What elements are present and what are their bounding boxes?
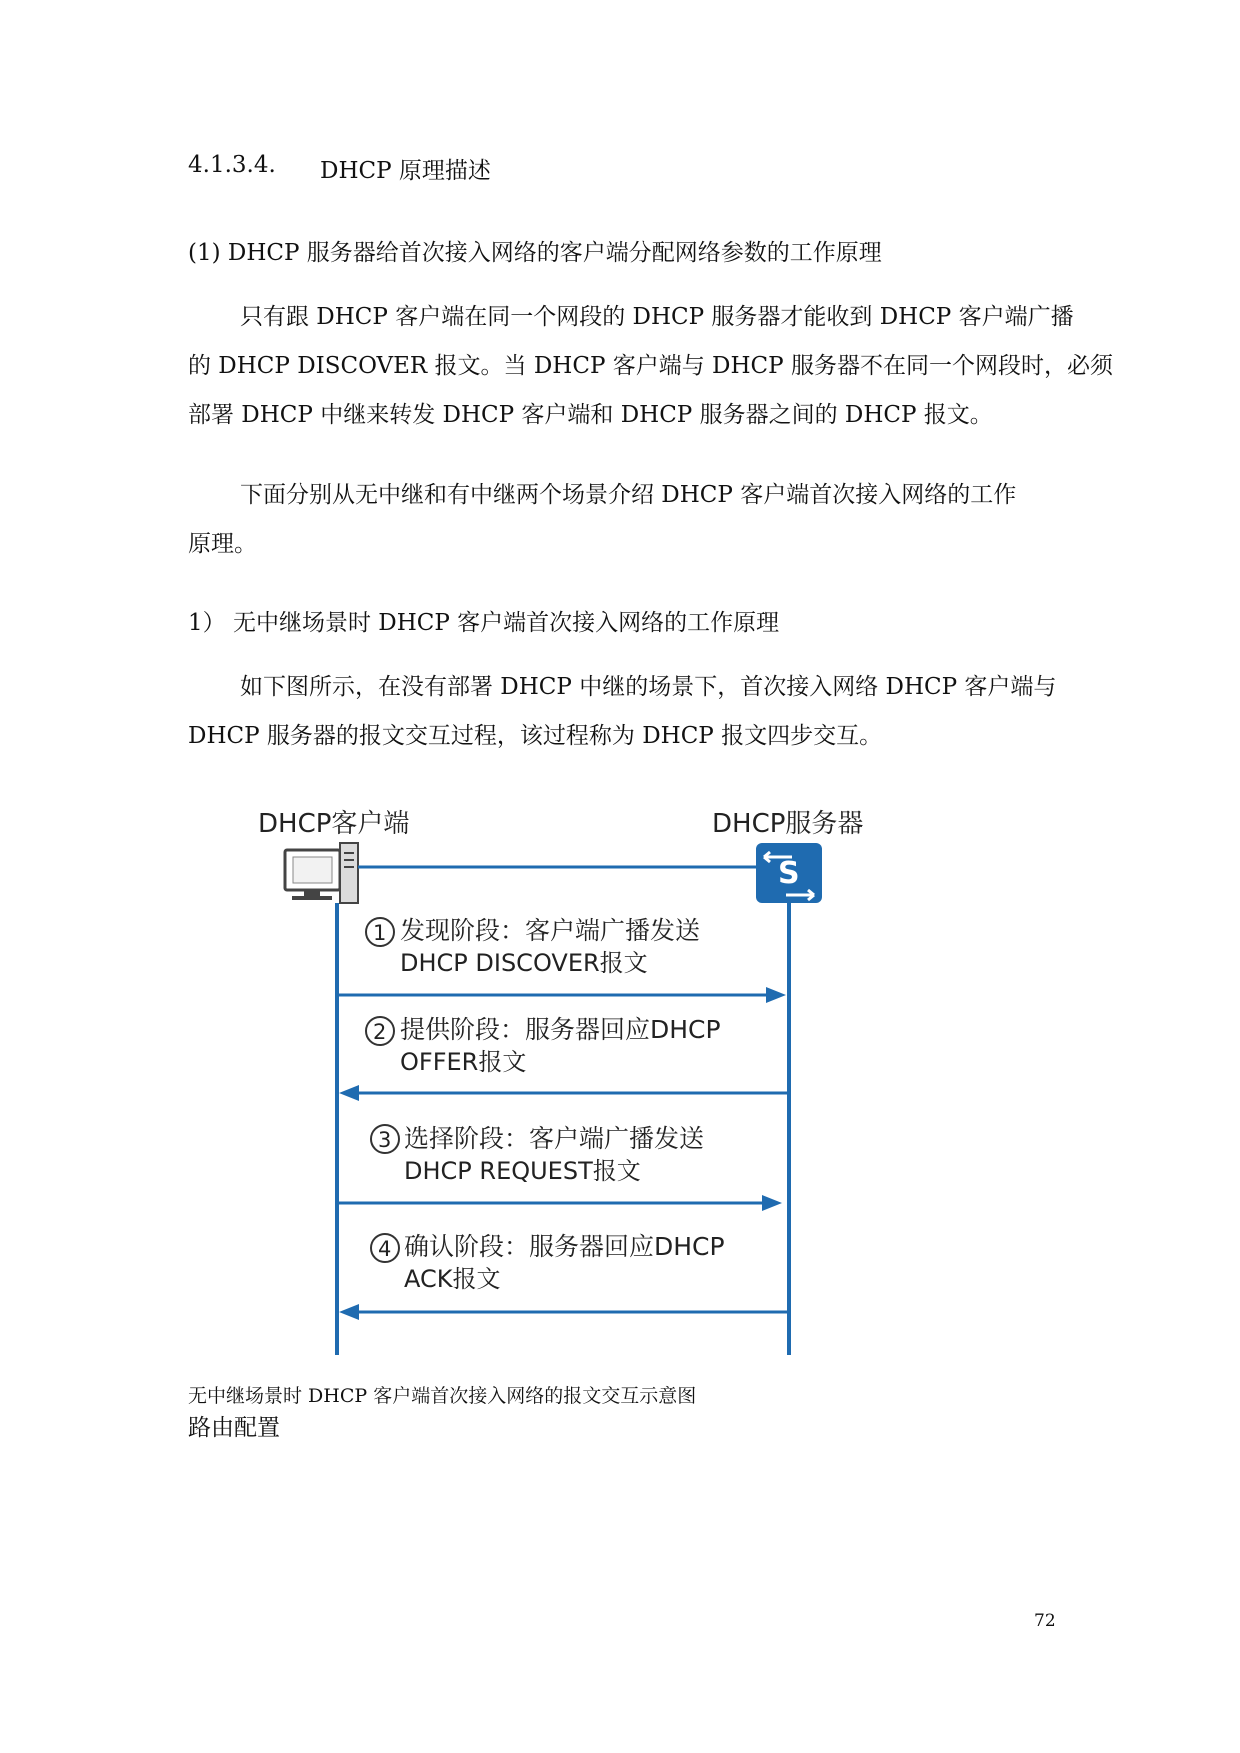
step-3-line-1: 选择阶段：客户端广播发送 — [404, 1124, 705, 1153]
section-number: 4.1.3.4. — [188, 152, 276, 178]
step-1 — [337, 916, 786, 1003]
paragraph-1-line-1: 只有跟 DHCP 客户端在同一个网段的 DHCP 服务器才能收到 DHCP 客户端广播 — [240, 304, 1074, 330]
server-label: DHCP服务器 — [712, 809, 864, 839]
paragraph-1-line-2: 的 DHCP DISCOVER 报文。当 DHCP 客户端与 DHCP 服务器不在同一个网段时，必须 — [188, 353, 1113, 379]
arrow-head-right — [762, 1195, 782, 1211]
paragraph-2-line-2: 原理。 — [188, 531, 257, 557]
arrow-head-left — [339, 1085, 359, 1101]
subheading-no-relay: 1） 无中继场景时 DHCP 客户端首次接入网络的工作原理 — [188, 610, 780, 636]
step-number: 4 — [378, 1237, 392, 1261]
paragraph-2-line-1: 下面分别从无中继和有中继两个场景介绍 DHCP 客户端首次接入网络的工作 — [240, 482, 1017, 508]
paragraph-3-line-2: DHCP 服务器的报文交互过程，该过程称为 DHCP 报文四步交互。 — [188, 723, 883, 749]
computer-icon — [285, 843, 358, 903]
step-2-line-1: 提供阶段：服务器回应DHCP — [400, 1015, 721, 1044]
step-2 — [339, 1015, 789, 1101]
step-4-line-1: 确认阶段：服务器回应DHCP — [404, 1232, 725, 1261]
paragraph-1-line-3: 部署 DHCP 中继来转发 DHCP 客户端和 DHCP 服务器之间的 DHCP 报文。 — [188, 402, 993, 428]
step-3-line-2: DHCP REQUEST报文 — [404, 1157, 641, 1185]
arrow-head-right — [766, 987, 786, 1003]
subheading-principle: (1) DHCP 服务器给首次接入网络的客户端分配网络参数的工作原理 — [188, 240, 882, 266]
step-3 — [337, 1124, 782, 1211]
arrow-head-left — [339, 1304, 359, 1320]
after-caption-text: 路由配置 — [188, 1415, 280, 1441]
server-switch-icon — [756, 843, 822, 903]
figure-caption: 无中继场景时 DHCP 客户端首次接入网络的报文交互示意图 — [188, 1385, 697, 1407]
step-number: 2 — [373, 1020, 387, 1044]
section-title: DHCP 原理描述 — [320, 158, 491, 184]
step-number: 3 — [378, 1128, 392, 1152]
step-1-line-1: 发现阶段：客户端广播发送 — [400, 916, 701, 945]
server-icon-letter: S — [778, 856, 800, 891]
step-number: 1 — [373, 921, 387, 945]
dhcp-exchange-diagram — [240, 795, 900, 1375]
paragraph-3-line-1: 如下图所示，在没有部署 DHCP 中继的场景下，首次接入网络 DHCP 客户端与 — [240, 674, 1057, 700]
page-number: 72 — [1034, 1611, 1056, 1631]
step-4-line-2: ACK报文 — [404, 1265, 501, 1293]
step-2-line-2: OFFER报文 — [400, 1048, 527, 1076]
step-4 — [339, 1232, 789, 1320]
step-1-line-2: DHCP DISCOVER报文 — [400, 949, 648, 977]
client-label: DHCP客户端 — [258, 809, 410, 839]
